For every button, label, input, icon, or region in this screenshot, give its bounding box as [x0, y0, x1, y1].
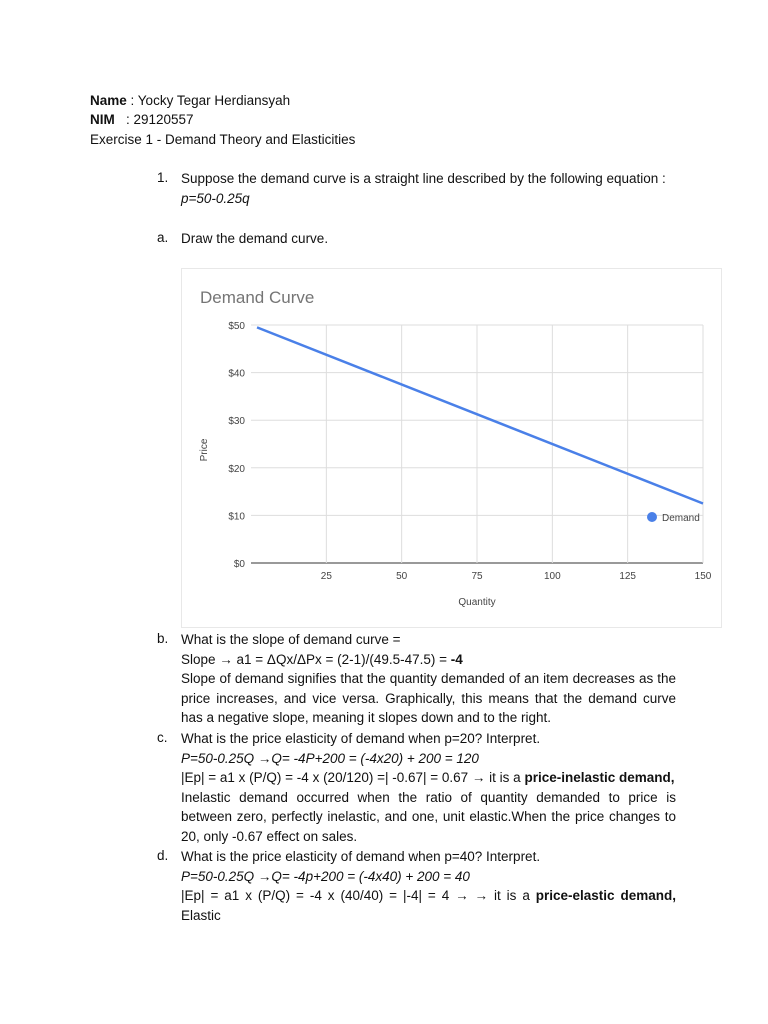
x-tick-label: 150	[694, 571, 712, 582]
x-tick-label: 75	[471, 571, 483, 582]
qb-block	[181, 630, 676, 728]
qb-slope-value: -4	[450, 651, 463, 667]
nim-line	[90, 110, 194, 130]
qc-ep	[181, 768, 676, 788]
qb-explanation: Slope of demand signifies that the quantity demanded of an item decreases as the price increases, and vice versa. Graphically, this means that the demand curve has a negative slope, meaning it slopes down and to the right.	[181, 671, 676, 726]
x-tick-label: 100	[543, 571, 561, 582]
qc-ep-prefix: |Ep| = a1 x (P/Q) = -4 x (20/120) =| -0.67| = 0.67 → it is a	[181, 770, 525, 786]
qd-equation: P=50-0.25Q →Q= -4p+200 = (-4x40) + 200 = 40	[181, 868, 470, 884]
qb-slope	[181, 650, 676, 670]
y-tick-label: $20	[228, 463, 245, 475]
qc-ep-bold: price-inelastic demand,	[524, 770, 675, 786]
nim-label: NIM	[90, 112, 115, 127]
x-tick-label: 50	[396, 571, 408, 582]
x-axis-label: Quantity	[458, 597, 496, 608]
qb-number: b.	[157, 631, 169, 646]
qd-text: What is the price elasticity of demand when p=40? Interpret.	[181, 849, 541, 864]
y-axis-label: Price	[199, 438, 210, 462]
q1-block	[181, 169, 676, 208]
qd-ep-suffix: Elastic	[181, 907, 221, 923]
demand-line	[257, 327, 703, 503]
qd-number: d.	[157, 848, 169, 863]
y-tick-label: $40	[228, 368, 245, 380]
qd-ep	[181, 886, 676, 925]
qb-text: What is the slope of demand curve =	[181, 632, 401, 647]
qa-number: a.	[157, 230, 169, 245]
x-tick-label: 125	[619, 571, 637, 582]
qc-equation: P=50-0.25Q →Q= -4P+200 = (-4x20) + 200 = 120	[181, 750, 479, 766]
legend-label: Demand	[662, 513, 700, 524]
qc-block	[181, 729, 676, 847]
name-value: : Yocky Tegar Herdiansyah	[126, 93, 291, 108]
q1-number: 1.	[157, 170, 169, 185]
exercise-title: Exercise 1 - Demand Theory and Elasticities	[90, 132, 356, 147]
x-tick-label: 25	[320, 571, 332, 582]
y-tick-label: $0	[233, 559, 245, 570]
y-tick-label: $30	[228, 416, 245, 428]
q1-equation: p=50-0.25q	[181, 190, 250, 206]
qc-text: What is the price elasticity of demand when p=20? Interpret.	[181, 731, 541, 746]
qc-explanation: Inelastic demand occurred when the ratio of quantity demanded to price is between zero, perfectly inelastic, and one, unit elastic.When the price changes to 20, only -0.67 effect on sales.	[181, 789, 676, 844]
qc-number: c.	[157, 730, 168, 745]
chart-svg	[182, 269, 721, 627]
name-line	[90, 91, 290, 111]
name-label: Name	[90, 93, 127, 108]
qa-text: Draw the demand curve.	[181, 231, 329, 246]
qd-ep-prefix: |Ep| = a1 x (P/Q) = -4 x (40/40) = |-4| = 4 → → it is a	[181, 888, 536, 904]
qd-ep-bold: price-elastic demand,	[535, 888, 676, 904]
y-tick-label: $50	[228, 321, 245, 332]
qb-slope-prefix: Slope → a1 = ΔQx/ΔPx = (2-1)/(49.5-47.5) =	[181, 651, 451, 667]
legend-marker	[647, 512, 657, 522]
q1-text: Suppose the demand curve is a straight line described by the following equation :	[181, 171, 666, 186]
qd-block	[181, 847, 676, 925]
nim-value: : 29120557	[114, 112, 194, 127]
y-tick-label: $10	[228, 511, 245, 523]
chart-title: Demand Curve	[200, 288, 315, 307]
demand-chart	[181, 268, 722, 628]
